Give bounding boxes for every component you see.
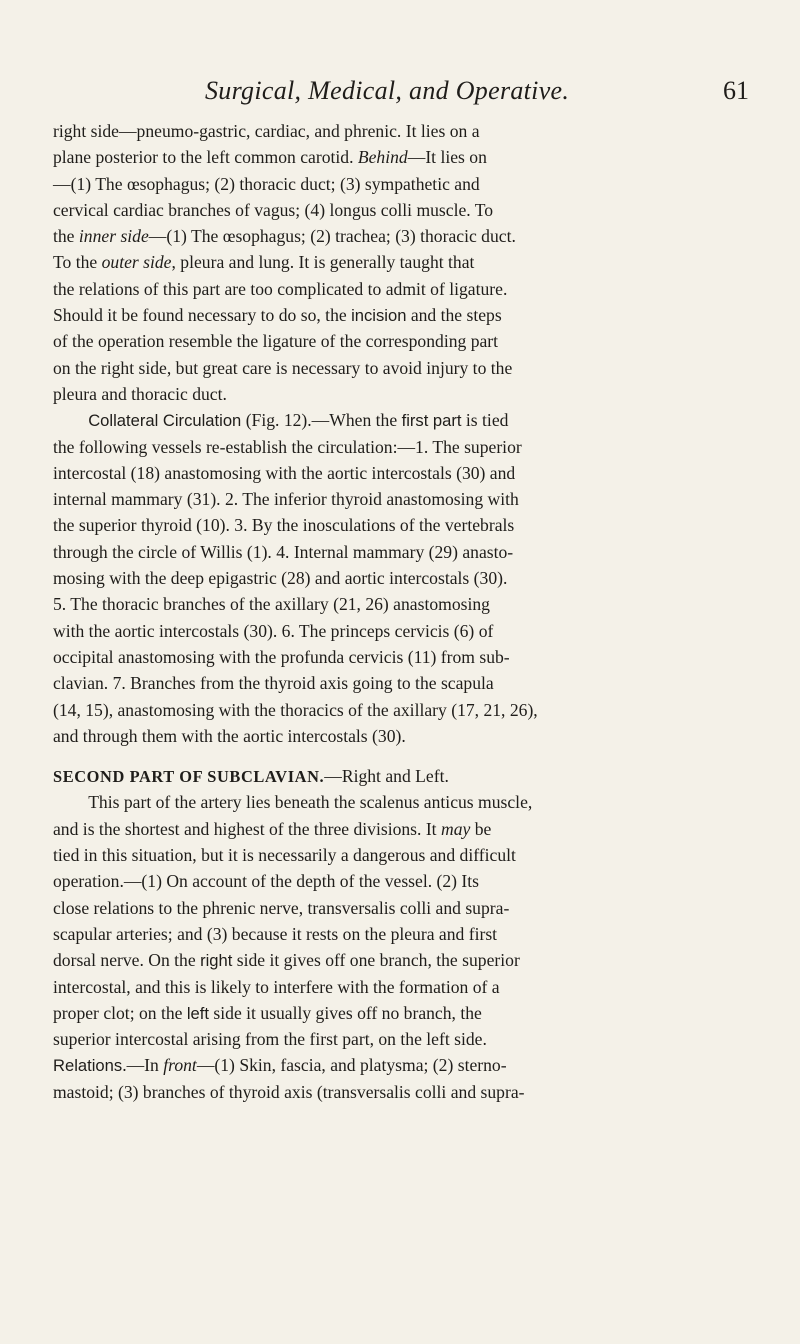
text-line xyxy=(53,789,765,815)
text-run: right side—pneumo-gastric, cardiac, and phrenic. It lies on a xyxy=(53,121,480,141)
text-line xyxy=(53,171,765,197)
text-run: on the right side, but great care is necessary to avoid injury to the xyxy=(53,357,513,378)
text-run: is tied xyxy=(461,410,509,431)
text-run: the superior thyroid (10). 3. By the inosculations of the vertebrals xyxy=(53,515,515,536)
text-run: operation.—(1) On account of the depth of the vessel. (2) Its xyxy=(53,871,480,892)
text-run: —(1) The œsophagus; (2) trachea; (3) thoracic duct. xyxy=(148,226,516,247)
text-run: superior intercostal arising from the first part, on the left side. xyxy=(53,1029,487,1050)
text-run: through the circle of Willis (1). 4. Internal mammary (29) anasto- xyxy=(53,541,514,562)
text-line xyxy=(53,1079,765,1105)
text-run: internal mammary (31). 2. The inferior thyroid anastomosing with xyxy=(53,489,519,510)
text-line xyxy=(53,223,765,249)
text-line xyxy=(53,512,765,538)
text-line xyxy=(53,618,765,644)
emphasis-run: Collateral Circulation xyxy=(88,411,242,431)
text-run: —(1) The œsophagus; (2) thoracic duct; (3) sympathetic and xyxy=(53,173,480,194)
text-run: with the aortic intercostals (30). 6. The princeps cervicis (6) of xyxy=(53,620,494,641)
text-run: clavian. 7. Branches from the thyroid axis going to the scapula xyxy=(53,673,494,694)
text-line xyxy=(53,842,765,868)
text-line xyxy=(53,565,765,591)
text-run: intercostal (18) anastomosing with the aortic intercostals (30) and xyxy=(53,462,516,483)
text-run: plane posterior to the left common carotid. xyxy=(53,147,358,168)
text-run: —Right and Left. xyxy=(324,766,449,787)
emphasis-run: may xyxy=(440,818,471,839)
text-line xyxy=(53,328,765,354)
text-line xyxy=(53,302,765,328)
text-line xyxy=(53,144,765,170)
text-run: be xyxy=(470,818,492,839)
text-run: intercostal, and this is likely to interfere with the formation of a xyxy=(53,976,500,997)
page-number: 61 xyxy=(723,76,749,105)
text-run: and the steps xyxy=(406,305,502,326)
text-run: .—In xyxy=(122,1055,164,1076)
text-run: —(1) Skin, fascia, and platysma; (2) sterno- xyxy=(196,1055,507,1076)
text-line xyxy=(53,1000,765,1026)
text-line xyxy=(53,118,765,144)
emphasis-run: front xyxy=(163,1055,197,1076)
text-line xyxy=(53,644,765,670)
text-line xyxy=(53,539,765,565)
emphasis-run: Behind xyxy=(357,147,408,168)
text-run: and is the shortest and highest of the three divisions. It xyxy=(53,818,441,839)
text-run: cervical cardiac branches of vagus; (4) longus colli muscle. To xyxy=(53,199,494,220)
text-run: pleura and thoracic duct. xyxy=(53,383,227,404)
text-run: This part of the artery lies beneath the scalenus anticus muscle, xyxy=(53,792,533,813)
text-run: and through them with the aortic intercostals (30). xyxy=(53,725,406,746)
text-run: the xyxy=(53,226,79,247)
emphasis-run: left xyxy=(186,1003,210,1023)
text-line xyxy=(53,249,765,275)
text-line xyxy=(53,355,765,381)
text-line xyxy=(53,723,765,749)
text-run: proper clot; on the xyxy=(53,1002,187,1023)
text-line xyxy=(53,816,765,842)
running-head xyxy=(0,76,800,112)
emphasis-run: outer side xyxy=(101,252,172,273)
text-run: dorsal nerve. On the xyxy=(53,950,201,971)
emphasis-run: incision xyxy=(351,306,407,326)
text-line xyxy=(53,460,765,486)
text-line xyxy=(53,895,765,921)
text-run: the following vessels re-establish the circulation:—1. The superior xyxy=(53,436,522,457)
text-line xyxy=(53,276,765,302)
text-run: (Fig. 12).—When the xyxy=(241,410,402,431)
text-run: close relations to the phrenic nerve, transversalis colli and supra- xyxy=(53,897,510,918)
text-line xyxy=(53,434,765,460)
emphasis-run: Relations xyxy=(53,1056,123,1076)
text-line xyxy=(53,974,765,1000)
text-run: Should it be found necessary to do so, the xyxy=(53,305,352,326)
text-run: To the xyxy=(53,252,102,273)
text-line xyxy=(53,921,765,947)
text-line xyxy=(53,407,765,433)
emphasis-run: first part xyxy=(401,411,462,431)
emphasis-run: right xyxy=(200,951,233,971)
text-run: mastoid; (3) branches of thyroid axis (transversalis colli and supra- xyxy=(53,1081,525,1102)
text-run: —It lies on xyxy=(407,147,487,168)
text-run xyxy=(53,410,88,430)
text-run: of the operation resemble the ligature of the corresponding part xyxy=(53,331,499,352)
emphasis-run: inner side xyxy=(78,226,149,247)
text-run: side it usually gives off no branch, the xyxy=(209,1002,482,1023)
text-run: , pleura and lung. It is generally taught that xyxy=(171,252,475,273)
text-line xyxy=(53,486,765,512)
text-run: scapular arteries; and (3) because it rests on the pleura and first xyxy=(53,923,498,944)
text-line xyxy=(53,868,765,894)
text-line xyxy=(53,947,765,973)
text-run: the relations of this part are too complicated to admit of ligature. xyxy=(53,278,508,299)
text-run: (14, 15), anastomosing with the thoracics of the axillary (17, 21, 26), xyxy=(53,699,538,720)
text-line xyxy=(53,1052,765,1078)
text-line xyxy=(53,1026,765,1052)
text-line xyxy=(53,381,765,407)
text-line xyxy=(53,670,765,696)
body-text xyxy=(53,118,765,1105)
emphasis-run: SECOND PART OF SUBCLAVIAN. xyxy=(53,767,325,787)
text-run: tied in this situation, but it is necessarily a dangerous and difficult xyxy=(53,845,516,866)
text-line xyxy=(53,591,765,617)
text-line xyxy=(53,697,765,723)
text-run: occipital anastomosing with the profunda cervicis (11) from sub- xyxy=(53,646,510,667)
text-line xyxy=(53,197,765,223)
text-line xyxy=(53,763,765,789)
running-title: Surgical, Medical, and Operative. xyxy=(205,76,570,105)
text-run: mosing with the deep epigastric (28) and aortic intercostals (30). xyxy=(53,568,508,589)
paragraph-gap xyxy=(53,749,765,763)
text-run: side it gives off one branch, the superior xyxy=(232,950,520,971)
text-run: 5. The thoracic branches of the axillary (21, 26) anastomosing xyxy=(53,594,490,615)
